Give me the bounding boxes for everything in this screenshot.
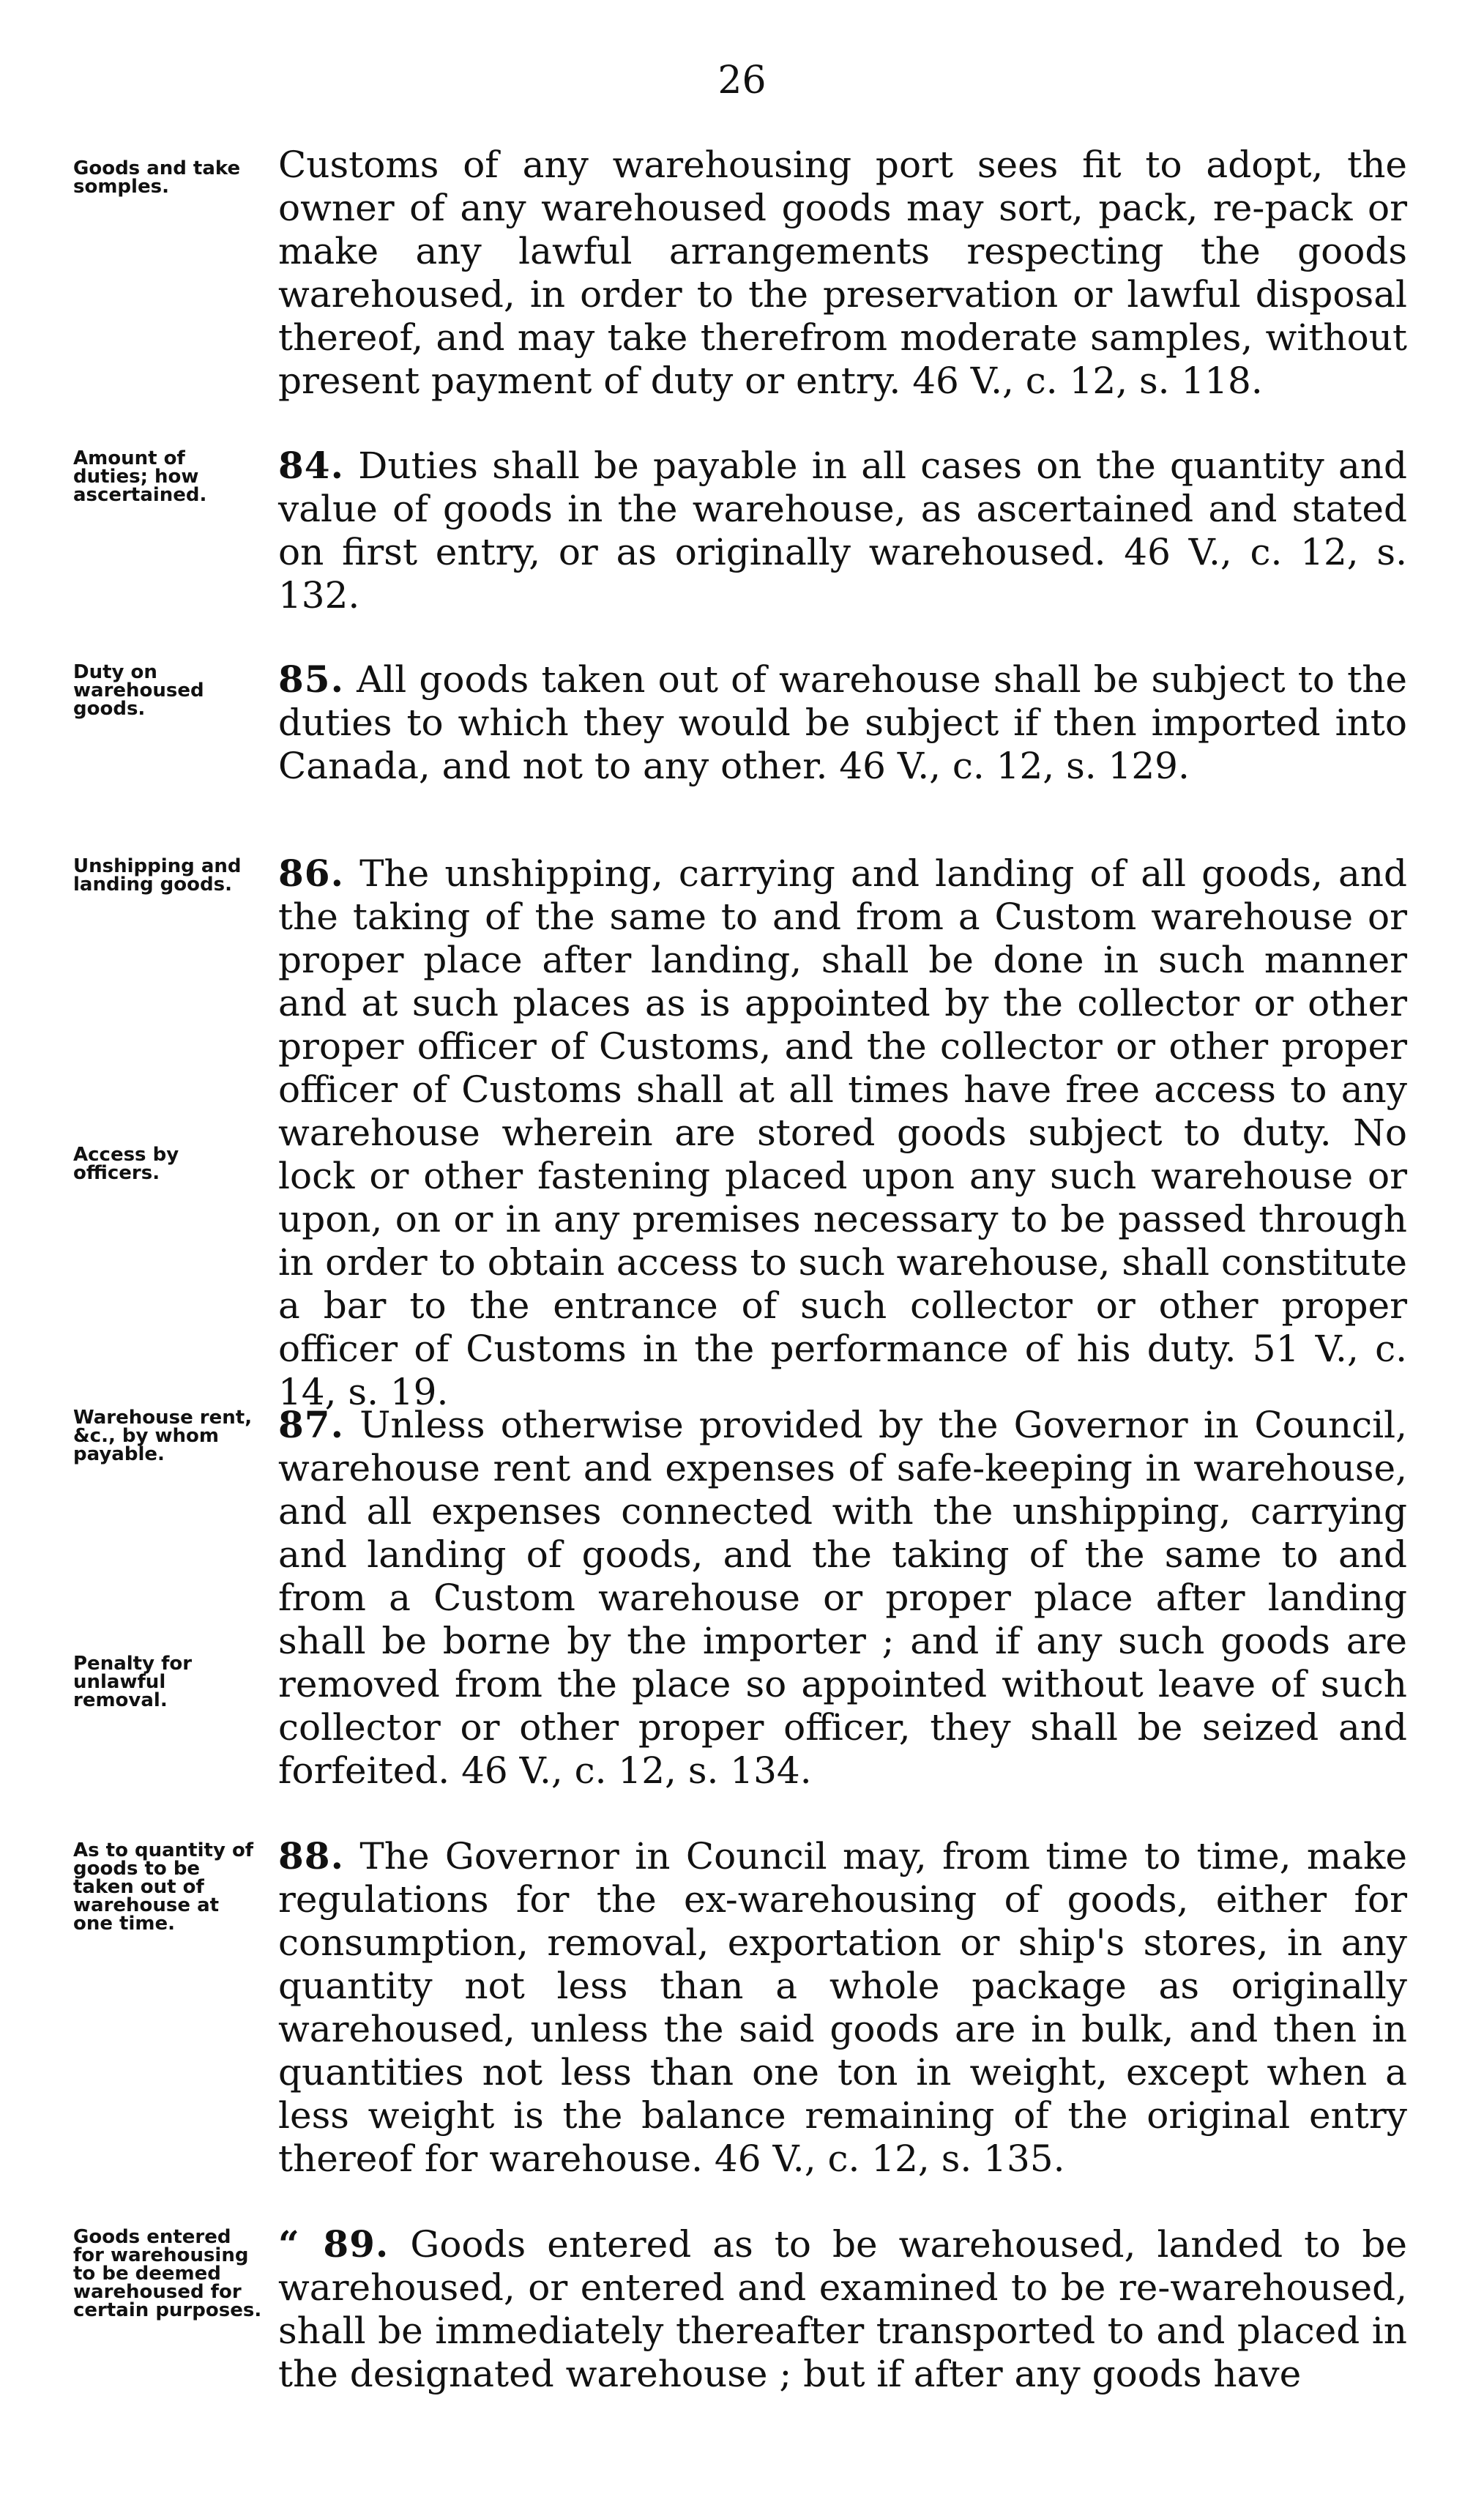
section-body: Unless otherwise provided by the Governor in Council, warehouse rent and expenses of safe-keeping in warehouse, and all expenses connected with the unshipping, carrying and landing of goods, and the taking of the same to and from a Custom warehouse or proper place after landing shall be borne by the importer ; and if any such goods are removed from the place so appointed without leave of such collector or other proper officer, they shall be seized and forfeited. 46 V., c. 12, s. 134.: [278, 1404, 1407, 1792]
section-number: 85.: [278, 658, 344, 701]
margin-note: Penalty for unlawful removal.: [73, 1653, 193, 1711]
margin-note: As to quantity of goods to be taken out of warehouse at one time.: [73, 1839, 254, 1935]
margin-note: Warehouse rent, &c., by whom payable.: [73, 1407, 253, 1465]
section-text: [278, 1403, 1407, 1793]
section-number: 84.: [278, 444, 344, 487]
section-text: [278, 658, 1407, 788]
section-text: [278, 2222, 1407, 2396]
section-text: [278, 1834, 1407, 2181]
section-body: The unshipping, carrying and landing of all goods, and the taking of the same to and from a Custom warehouse or proper place after landing, shall be done in such manner and at such places as is appointed by the collector or other proper officer of Customs, and the collector or other proper officer of Customs shall at all times have free access to any warehouse wherein are stored goods subject to duty. No lock or other fastening placed upon any such warehouse or upon, on or in any premises necessary to be passed through in order to obtain access to such warehouse, shall constitute a bar to the entrance of such collector or other proper officer of Customs in the performance of his duty. 51 V., c. 14, s. 19.: [278, 852, 1407, 1413]
margin-note: Goods and take somples.: [73, 157, 241, 198]
section-number: “ 89.: [278, 2222, 389, 2266]
page-number: 26: [717, 59, 767, 103]
margin-note: Goods entered for warehousing to be deemed warehoused for certain purposes.: [73, 2226, 262, 2321]
section-body: The Governor in Council may, from time to time, make regulations for the ex-warehousing of goods, either for consumption, removal, exportation or ship's stores, in any quantity not less than a whole package as originally warehoused, unless the said goods are in bulk, and then in quantities not less than one ton in weight, except when a less weight is the balance remaining of the original entry thereof for warehouse. 46 V., c. 12, s. 135.: [278, 1835, 1407, 2180]
section-body: Duties shall be payable in all cases on the quantity and value of goods in the warehouse, as ascertained and stated on first entry, or as originally warehoused. 46 V., c. 12, s. 132.: [278, 444, 1408, 617]
section-text: [278, 852, 1407, 1414]
section-body: All goods taken out of warehouse shall be subject to the duties to which they would be subject if then imported into Canada, and not to any other. 46 V., c. 12, s. 129.: [278, 658, 1407, 787]
section-number: 88.: [278, 1834, 344, 1878]
section-body: Customs of any warehousing port sees fit to adopt, the owner of any warehoused goods may sort, pack, re-pack or make any lawful arrangements respecting the goods warehoused, in order to the preservation or lawful disposal thereof, and may take therefrom moderate samples, without present payment of duty or entry. 46 V., c. 12, s. 118.: [278, 144, 1407, 402]
section-number: 86.: [278, 852, 344, 895]
section-number: 87.: [278, 1403, 344, 1446]
section-body: Goods entered as to be warehoused, landed to be warehoused, or entered and examined to be re-warehoused, shall be immediately thereafter transported to and placed in the designated warehouse ; but if after any goods have: [278, 2223, 1407, 2395]
margin-note: Amount of duties; how ascertained.: [73, 447, 207, 506]
section-text: [278, 144, 1407, 403]
section-text: [278, 444, 1407, 617]
margin-note: Duty on warehoused goods.: [73, 661, 204, 720]
margin-note: Access by officers.: [73, 1144, 179, 1184]
margin-note: Unshipping and landing goods.: [73, 855, 242, 896]
